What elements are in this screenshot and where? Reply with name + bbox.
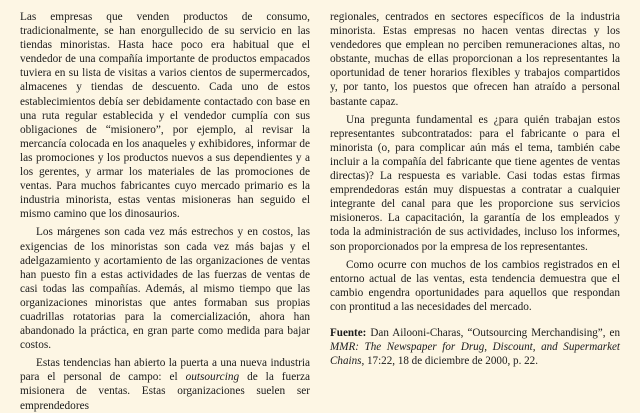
- left-column: [20, 10, 310, 412]
- right-column: [330, 10, 620, 398]
- paragraph: regionales, centrados en sectores específicos de la industria minorista. Estas empresas no hacen ventas directas y los vendedores que emplean no perciben remuneraciones altas, no obstante, muchas de ellas proporcionan a los representantes la oportunidad de tener horarios flexibles y trabajos compartidos y, por tanto, los puestos que ofrecen han atraído a personal bastante capaz.: [330, 11, 620, 108]
- source-publication: MMR: The Newspaper for Drug, Discount, and Supermarket Chains: [330, 341, 620, 368]
- paragraph: Las empresas que venden productos de consumo, tradicionalmente, se han enorgullecido de su servicio en las tiendas minoristas. Hasta hace poco era habitual que el vendedor de una compañía importante de productos empacados tuviera en su lista de visitas a varios cientos de supermercados, almacenes y tiendas de descuento. Cada uno de estos establecimientos debía ser debidamente contactado con base en una ruta regular establecida y el vendedor cumplía con sus obligaciones de “misionero”, por ejemplo, al revisar la mercancía colocada en los anaqueles y exhibidores, informar de las promociones y los productos nuevos a sus dependientes y a los gerentes, y armar los materiales de las promociones de ventas. Para muchos fabricantes cuyo mercado primario es la industria minorista, estas ventas misioneras han seguido el mismo camino que los dinosaurios.: [20, 11, 310, 221]
- paragraph: Una pregunta fundamental es ¿para quién trabajan estos representantes subcontratados: para el fabricante o para el minorista (o, para complicar aún más el tema, también cabe incluir a la compañía del fabricante que tiene agentes de ventas directas)? La respuesta es variable. Casi todas estas firmas emprendedoras están muy dispuestas a contratar a cualquier integrante del canal para que les proporcione sus servicios misioneros. La capacitación, la garantía de los empleados y toda la administración de sus actividades, incluso los informes, son proporcionados por la empresa de los representantes.: [330, 113, 620, 253]
- paragraph: Como ocurre con muchos de los cambios registrados en el entorno actual de las ventas, esta tendencia demuestra que el cambio engendra oportunidades para aquellos que respondan con prontitud a las necesidades del mercado.: [330, 258, 620, 313]
- source-citation: [330, 326, 620, 368]
- source-citation-tail: , 17:22, 18 de diciembre de 2000, p. 22.: [361, 355, 538, 368]
- source-label: Fuente:: [330, 326, 367, 339]
- paragraph: Los márgenes son cada vez más estrechos y en costos, las exigencias de los minoristas son cada vez más bajas y el adelgazamiento y acortamiento de las organizaciones de ventas han puesto fin a estas actividades de las fuerzas de ventas de casi todas las compañías. Además, al mismo tiempo que las organizaciones minoristas que antes formaban sus propias cuadrillas rotatorias para la comercialización, ahora han abandonado la práctica, en gran parte como medida para bajar costos.: [20, 226, 310, 352]
- source-author-title: Dan Ailooni-Charas, “Outsourcing Merchandising”, en: [366, 326, 620, 339]
- paragraph-with-italic: [20, 356, 310, 412]
- paragraph-text-part-2: de la fuerza misionera de ventas. Estas organizaciones suelen ser emprendedores: [20, 371, 310, 412]
- italic-term: outsourcing: [185, 371, 240, 384]
- two-column-layout: [20, 10, 626, 412]
- paragraph-text-part-1: Estas tendencias han abierto la puerta a una nueva industria para el personal de campo: el: [20, 357, 310, 384]
